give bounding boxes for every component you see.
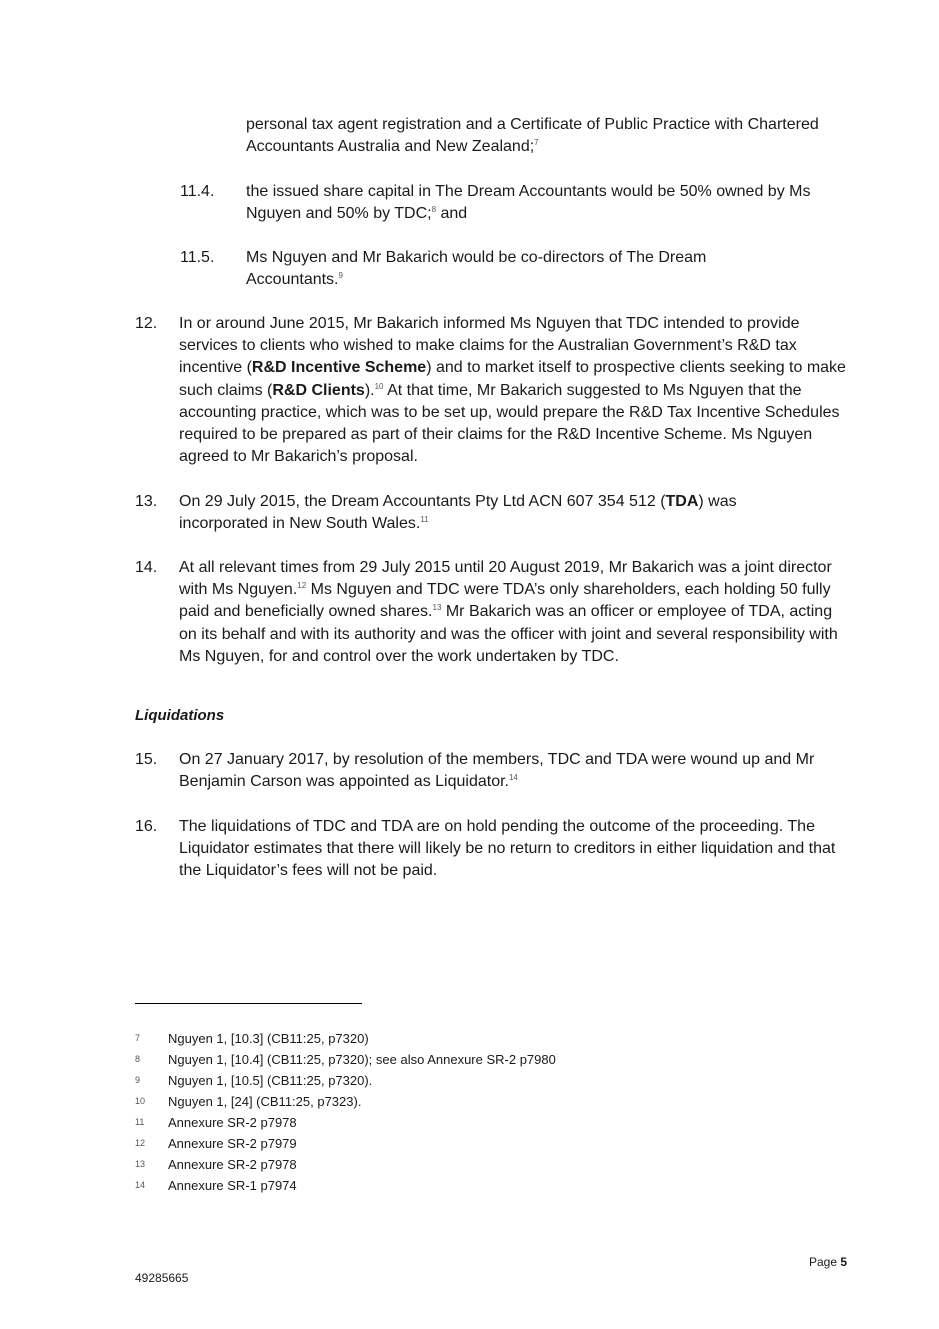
paragraph-number: 16. xyxy=(135,818,158,835)
footnote-ref[interactable]: 14 xyxy=(508,773,518,783)
defined-term: TDA xyxy=(665,493,699,510)
footnote: 10 Nguyen 1, [24] (CB11:25, p7323). xyxy=(135,1094,362,1109)
paragraph-16: The liquidations of TDC and TDA are on hold pending the outcome of the proceeding. The Liquidator estimates that there will likely be no return to creditors in either liquidation and that the Liquidator’s fees will not be paid. xyxy=(179,818,836,880)
defined-term: R&D Incentive Scheme xyxy=(251,359,427,377)
paragraph-11-3-continuation: personal tax agent registration and a Certificate of Public Practice with Chartered Accountants Australia and New Zealand;$^7$ xyxy=(246,116,819,156)
footnote: 13 Annexure SR-2 p7978 xyxy=(135,1157,297,1172)
paragraph-15: On 27 January 2017, by resolution of the members, TDC and TDA were wound up and Mr Benjamin Carson was appointed as Liquidator.$^{14}$ xyxy=(179,751,815,791)
footnote: 11 Annexure SR-2 p7978 xyxy=(135,1115,297,1130)
section-heading: Liquidations xyxy=(135,707,225,724)
footnote-separator xyxy=(135,1003,362,1004)
footnote-ref[interactable]: 7 xyxy=(534,138,539,148)
paragraph-13: On 29 July 2015, the Dream Accountants Pty Ltd ACN 607 354 512 (TDA) was incorporated in New South Wales.$^{11}$ xyxy=(179,493,737,533)
paragraph-11-4: the issued share capital in The Dream Accountants would be 50% owned by Ms Nguyen and 50% by TDC;$^8$ and xyxy=(246,183,811,223)
footnote-ref[interactable]: 9 xyxy=(338,271,343,281)
footnote-ref[interactable]: 11 xyxy=(420,515,429,525)
footnote-ref[interactable]: 13 xyxy=(432,603,442,613)
paragraph-12: In or around June 2015, Mr Bakarich informed Ms Nguyen that TDC intended to provide services to clients who wished to make claims for the Australian Government’s R&D tax incentive (R&D Incentive Scheme) and to market itself to prospective clients seeking to make such claims (R&D Clients).$^{10}$ At that time, Mr Bakarich suggested to Ms Nguyen that the accounting practice, which was to be set up, would prepare the R&D Tax Incentive Schedules required to be prepared as part of their claims for the R&D Incentive Scheme. Ms Nguyen agreed to Mr Bakarich’s proposal. xyxy=(179,315,846,466)
footnote: 14 Annexure SR-1 p7974 xyxy=(135,1178,297,1193)
paragraph-11-5: Ms Nguyen and Mr Bakarich would be co-directors of The Dream Accountants.$^9$ xyxy=(246,249,707,289)
defined-term: R&D Clients xyxy=(272,381,365,399)
footnote: 12 Annexure SR-2 p7979 xyxy=(135,1136,297,1151)
paragraph-14: At all relevant times from 29 July 2015 until 20 August 2019, Mr Bakarich was a joint director with Ms Nguyen.$^{12}$ Ms Nguyen and TDC were TDA’s only shareholders, each holding 50 fully paid and beneficially owned shares.$^{13}$ Mr Bakarich was an officer or employee of TDA, acting on its behalf and with its authority and was the officer with joint and several responsibility with Ms Nguyen, for and control over the work undertaken by TDC. xyxy=(179,559,838,665)
paragraph-number: 11.5. xyxy=(180,249,215,266)
paragraph-number: 15. xyxy=(135,751,158,768)
paragraph-number: 14. xyxy=(135,559,158,576)
paragraph-number: 13. xyxy=(135,493,158,510)
footnote: 7 Nguyen 1, [10.3] (CB11:25, p7320) xyxy=(135,1031,369,1046)
footnote-ref[interactable]: 8 xyxy=(431,205,437,215)
footnote-ref[interactable]: 12 xyxy=(297,581,307,591)
paragraph-number: 11.4. xyxy=(180,183,215,200)
footnote: 9 Nguyen 1, [10.5] (CB11:25, p7320). xyxy=(135,1073,373,1088)
footnote-ref[interactable]: 10 xyxy=(374,381,384,391)
document-id: 49285665 xyxy=(135,1271,189,1285)
footnote: 8 Nguyen 1, [10.4] (CB11:25, p7320); see also Annexure SR-2 p7980 xyxy=(135,1052,556,1067)
page-number: Page 5 xyxy=(809,1255,848,1269)
paragraph-number: 12. xyxy=(135,315,158,332)
